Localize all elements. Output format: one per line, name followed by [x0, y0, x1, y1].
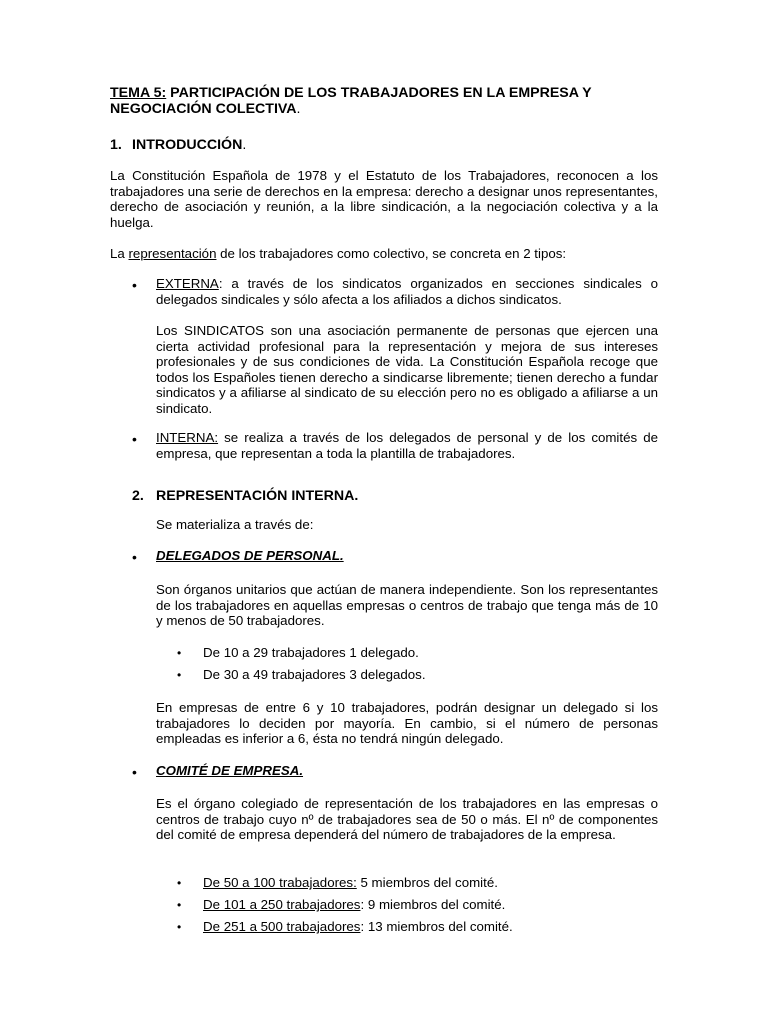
delegados-item: De 30 a 49 trabajadores 3 delegados.	[203, 667, 426, 682]
title-text: PARTICIPACIÓN DE LOS TRABAJADORES EN LA EMPRESA Y NEGOCIACIÓN COLECTIVA	[110, 85, 592, 117]
representation-line: La representación de los trabajadores como colectivo, se concreta en 2 tipos:	[110, 246, 567, 261]
bullet: •	[177, 920, 182, 934]
delegados-heading: DELEGADOS DE PERSONAL.	[156, 548, 344, 563]
section-2-lead: Se materializa a través de:	[156, 517, 314, 532]
comite-item: De 50 a 100 trabajadores: 5 miembros del comité.	[203, 875, 498, 890]
externa-item: EXTERNA: a través de los sindicatos organizados en secciones sindicales o delegados sindicales y sólo afecta a los afiliados a dichos sindicatos.	[156, 276, 658, 307]
comite-item: De 101 a 250 trabajadores: 9 miembros del comité.	[203, 897, 506, 912]
comite-heading: COMITÉ DE EMPRESA.	[156, 763, 304, 778]
bullet: •	[177, 876, 182, 890]
title-label: TEMA 5:	[110, 85, 167, 101]
bullet: •	[177, 646, 182, 660]
comite-paragraph: Es el órgano colegiado de representación de los trabajadores en las empresas o centros de trabajo cuyo nº de trabajadores sea de 50 o más. El nº de componentes del comité de empresa dependerá del número de trabajadores de la empresa.	[156, 796, 658, 843]
delegados-paragraph: Son órganos unitarios que actúan de manera independiente. Son los representantes de los trabajadores en aquellas empresas o centros de trabajo que tenga más de 10 y menos de 50 trabajadores.	[156, 582, 658, 629]
comite-item: De 251 a 500 trabajadores: 13 miembros del comité.	[203, 919, 513, 934]
delegados-item: De 10 a 29 trabajadores 1 delegado.	[203, 645, 419, 660]
delegados-note: En empresas de entre 6 y 10 trabajadores, podrán designar un delegado si los trabajadores lo deciden por mayoría. En cambio, si el número de personas empleadas es inferior a 6, ésta no tendrá ningún delegado.	[156, 700, 658, 747]
bullet: •	[177, 668, 182, 682]
representacion-term: representación	[128, 246, 217, 261]
bullet: •	[132, 431, 137, 447]
bullet: •	[177, 898, 182, 912]
bullet: •	[132, 277, 137, 293]
sindicatos-paragraph: Los SINDICATOS son una asociación permanente de personas que ejercen una cierta actividad profesional para la representación y mejora de sus intereses profesionales y de sus condiciones de vida. La Constitución Española recoge que todos los Españoles tienen derecho a sindicarse libremente; tienen derecho a fundar sindicatos y a afiliarse al sindicato de su elección pero no es obligado a afiliarse a un sindicato.	[156, 323, 658, 416]
section-2-heading: 2. REPRESENTACIÓN INTERNA.	[132, 488, 359, 504]
interna-item: INTERNA: se realiza a través de los delegados de personal y de los comités de empresa, que representan a toda la plantilla de trabajadores.	[156, 430, 658, 461]
section-1-heading: 1. INTRODUCCIÓN.	[110, 137, 247, 153]
bullet: •	[132, 549, 137, 565]
document-title: TEMA 5: PARTICIPACIÓN DE LOS TRABAJADORES EN LA EMPRESA Y NEGOCIACIÓN COLECTIVA.	[110, 85, 592, 117]
bullet: •	[132, 764, 137, 780]
intro-paragraph: La Constitución Española de 1978 y el Estatuto de los Trabajadores, reconocen a los trabajadores una serie de derechos en la empresa: derecho a designar unos representantes, derecho de asociación y reunión, a la libre sindicación, a la negociación colectiva y a la huelga.	[110, 168, 658, 230]
